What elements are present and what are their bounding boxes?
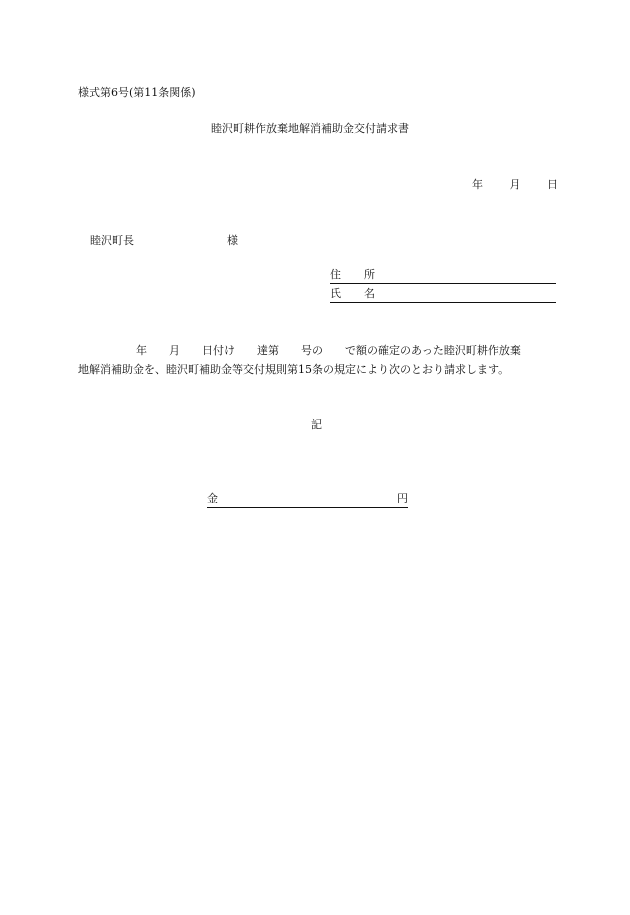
date-month-label: 月 bbox=[509, 178, 521, 191]
date-line bbox=[472, 178, 558, 192]
body-text-1: で額の確定のあった睦沢町耕作放棄 bbox=[345, 344, 521, 357]
body-month-label: 月 bbox=[169, 344, 180, 357]
body-paragraph-line-1 bbox=[136, 344, 521, 358]
body-paragraph-line-2: 地解消補助金を、睦沢町補助金等交付規則第15条の規定により次のとおり請求します。 bbox=[78, 363, 510, 376]
body-dated-label: 日付け bbox=[202, 344, 235, 357]
amount-field[interactable] bbox=[207, 492, 408, 508]
addressee bbox=[90, 234, 238, 248]
name-label-1: 氏 bbox=[330, 287, 341, 300]
body-issue-label: 号の bbox=[301, 344, 323, 357]
body-notice-label: 達第 bbox=[257, 344, 279, 357]
address-field[interactable] bbox=[330, 268, 556, 284]
body-year-label: 年 bbox=[136, 344, 147, 357]
addressee-name: 睦沢町長 bbox=[90, 234, 134, 247]
address-label-1: 住 bbox=[330, 268, 341, 281]
document-title: 睦沢町耕作放棄地解消補助金交付請求書 bbox=[211, 122, 409, 135]
form-number: 様式第6号(第11条関係) bbox=[78, 86, 196, 99]
date-year-label: 年 bbox=[472, 178, 483, 191]
ki-heading: 記 bbox=[311, 418, 322, 431]
date-day-label: 日 bbox=[547, 178, 558, 191]
addressee-honorific: 様 bbox=[227, 234, 238, 247]
amount-prefix: 金 bbox=[207, 492, 218, 505]
amount-suffix: 円 bbox=[397, 492, 408, 505]
name-field[interactable] bbox=[330, 287, 556, 303]
address-label-2: 所 bbox=[364, 268, 375, 281]
name-label-2: 名 bbox=[364, 287, 375, 300]
